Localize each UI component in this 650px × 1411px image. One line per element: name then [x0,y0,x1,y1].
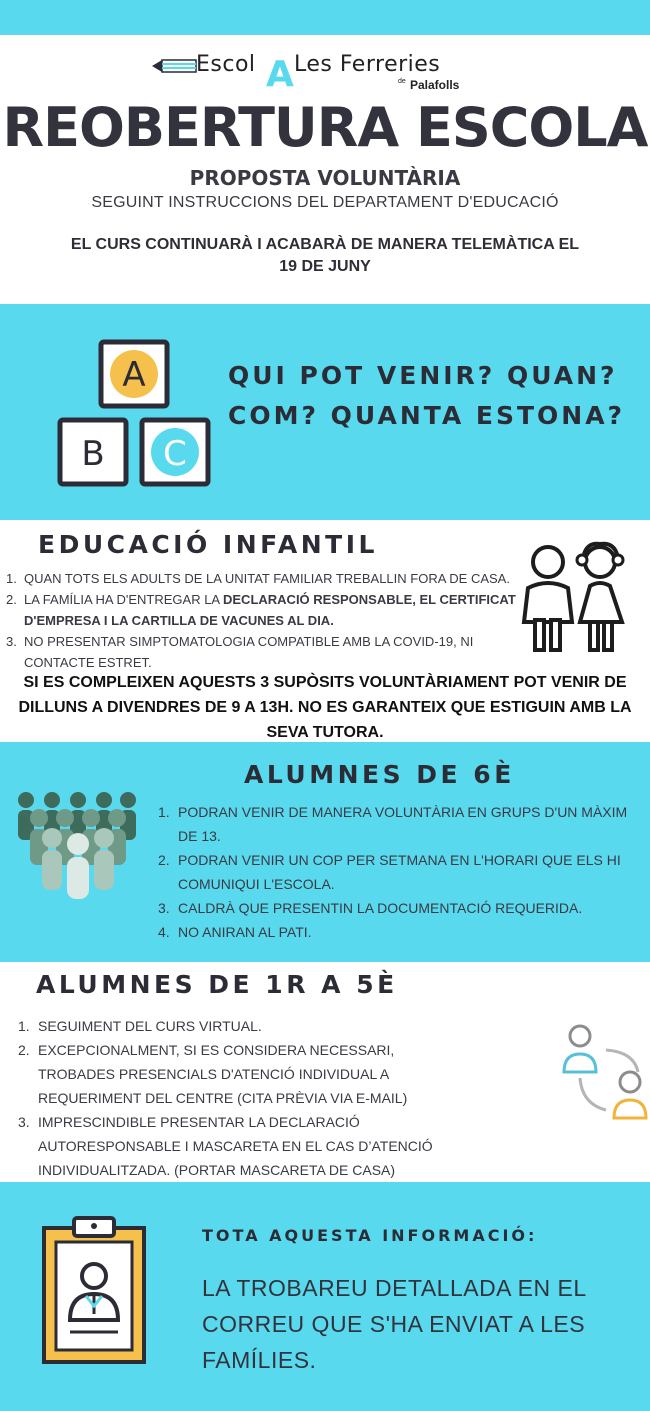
questions-section [0,304,650,520]
clipboard-profile-icon [40,1214,148,1366]
logo-letter-a: A [266,54,294,95]
logo-small-de: de [398,78,406,85]
logo-left-text: Escol [196,52,256,77]
footer-text: LA TROBAREU DETALLADA EN EL CORREU QUE S'HA ENVIAT A LES FAMÍLIES. [202,1275,586,1373]
contacts-exchange-icon [560,1020,650,1126]
infantil-note: SI ES COMPLEIXEN AQUESTS 3 SUPÒSITS VOLUNTÀRIAMENT POT VENIR DE DILLUNS A DIVENDRES DE 9 A 13H. NO ES GARANTEIX QUE ESTIGUIN AMB LA SEVA TUTORA. [18,674,632,741]
top-band [0,0,650,35]
list-item: 3. NO PRESENTAR SIMPTOMATOLOGIA COMPATIBLE AMB LA COVID-19, NI CONTACTE ESTRET. [6,634,474,670]
list-item: 2. PODRAN VENIR UN COP PER SETMANA EN L'HORARI QUE ELS HI COMUNIQUI L'ESCOLA. [158,852,621,892]
list-item: 1. SEGUIMENT DEL CURS VIRTUAL. [18,1018,262,1034]
footer-section [0,1182,650,1411]
list-item: 1. PODRAN VENIR DE MANERA VOLUNTÀRIA EN GRUPS D'UN MÀXIM DE 13. [158,804,628,844]
group-people-icon [12,788,140,900]
footer-title: TOTA AQUESTA INFORMACIÓ: [202,1226,538,1245]
school-logo [152,52,472,95]
list-item: 1. QUAN TOTS ELS ADULTS DE LA UNITAT FAMILIAR TREBALLIN FORA DE CASA. [6,571,510,586]
block-a-letter: A [122,355,146,395]
sise-title: ALUMNES DE 6È [244,760,515,789]
notice [25,234,625,278]
infantil-title: EDUCACIÓ INFANTIL [38,530,378,559]
primaria-list [18,1014,458,1182]
list-item: 4. NO ANIRAN AL PATI. [158,924,312,940]
questions-line-1: QUI POT VENIR? QUAN? [228,361,618,390]
logo-small-place: Palafolls [410,78,460,92]
sise-list [158,800,646,944]
notice-line-1: EL CURS CONTINUARÀ I ACABARÀ DE MANERA TELEMÀTICA EL [70,236,580,253]
list-item: 2. EXCEPCIONALMENT, SI ES CONSIDERA NECESSARI, TROBADES PRESENCIALS D'ATENCIÓ INDIVIDUAL A REQUERIMENT DEL CENTRE (CITA PRÈVIA VIA E-MAIL) [18,1042,408,1106]
list-item: 2. LA FAMÍLIA HA D'ENTREGAR LA DECLARACIÓ RESPONSABLE, EL CERTIFICAT D'EMPRESA I LA CARTILLA DE VACUNES AL DIA. [6,592,516,628]
sise-section [0,742,650,962]
logo-right-text: Les Ferreries [294,52,441,77]
primaria-title: ALUMNES DE 1R A 5È [36,970,398,999]
notice-line-2: 19 DE JUNY [279,258,371,275]
block-b-letter: B [81,434,105,474]
abc-blocks-icon [56,338,216,490]
infantil-list [6,568,518,673]
questions-line-2: COM? QUANTA ESTONA? [228,401,626,430]
instructions: SEGUINT INSTRUCCIONS DEL DEPARTAMENT D'EDUCACIÓ [91,194,559,211]
pencil-icon [152,58,198,74]
page-title: REOBERTURA ESCOLA [2,96,648,159]
list-item: 3. IMPRESCINDIBLE PRESENTAR LA DECLARACIÓ AUTORESPONSABLE I MASCARETA EN EL CAS D’ATENCIÓ INDIVIDUALITZADA. (PORTAR MASCARETA DE CASA) [18,1114,433,1178]
children-icon [518,538,630,654]
subtitle: PROPOSTA VOLUNTÀRIA [189,166,461,190]
block-c-letter: C [163,434,187,474]
list-item: 3. CALDRÀ QUE PRESENTIN LA DOCUMENTACIÓ REQUERIDA. [158,900,583,916]
